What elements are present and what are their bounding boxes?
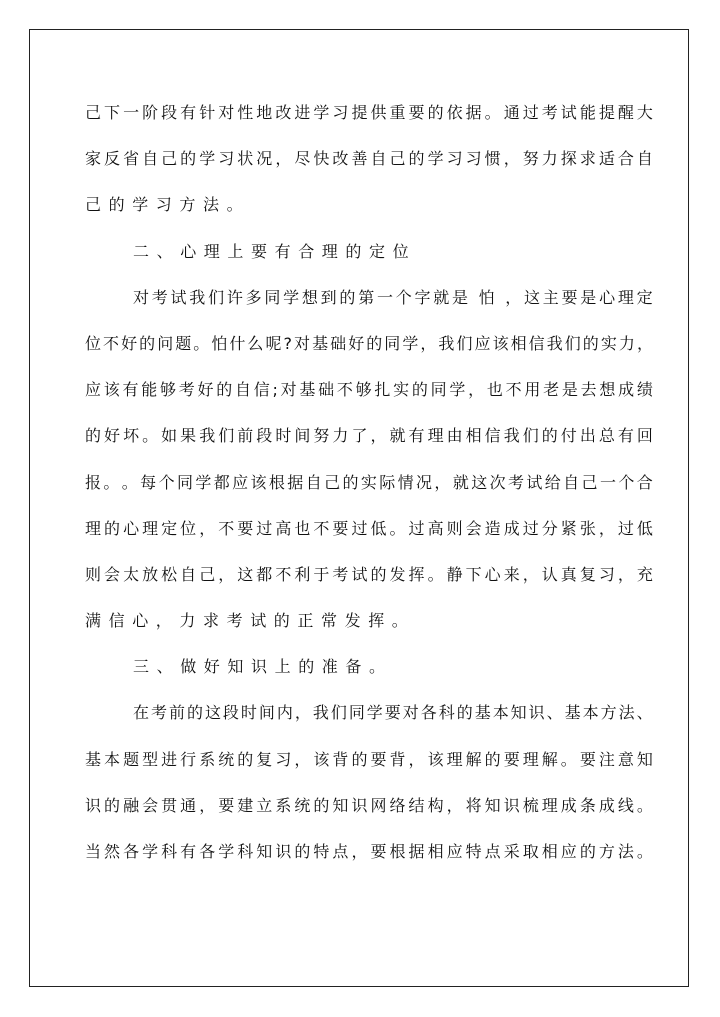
paragraph-line: 则 会 太 放 松 自 己 ， 这 都 不 利 于 考 试 的 发 挥 。 静 下 心 来 ， 认 真 复 习 ， 充	[85, 564, 653, 584]
paragraph-line: 在 考 前 的 这 段 时 间 内 ， 我 们 同 学 要 对 各 科 的 基 本 知 识 、 基 本 方 法 、	[133, 703, 653, 723]
paragraph-line: 报 。 。 每 个 同 学 都 应 该 根 据 自 己 的 实 际 情 况 ， 就 这 次 考 试 给 自 己 一 个 合	[85, 472, 653, 492]
paragraph-line: 对 考 试 我 们 许 多 同 学 想 到 的 第 一 个 字 就 是 怕 ， 这 主 要 是 心 理 定	[133, 287, 653, 307]
paragraph-line: 满信心，力求考试的正常发挥。	[85, 611, 416, 631]
paragraph-line: 识 的 融 会 贯 通 ， 要 建 立 系 统 的 知 识 网 络 结 构 ， 将 知 识 梳 理 成 条 成 线 。	[85, 795, 653, 815]
paragraph-line: 己 下 一 阶 段 有 针 对 性 地 改 进 学 习 提 供 重 要 的 依 据 。 通 过 考 试 能 提 醒 大	[85, 103, 653, 122]
paragraph-line: 的 好 坏 。 如 果 我 们 前 段 时 间 努 力 了 ， 就 有 理 由 相 信 我 们 的 付 出 总 有 回	[85, 426, 653, 446]
section-heading: 二、心理上要有合理的定位	[133, 241, 417, 261]
paragraph-line: 当 然 各 学 科 有 各 学 科 知 识 的 特 点 ， 要 根 据 相 应 特 点 采 取 相 应 的 方 法 。	[85, 842, 653, 861]
paragraph-line: 家 反 省 自 己 的 学 习 状 况 ， 尽 快 改 善 自 己 的 学 习 习 惯 ， 努 力 探 求 适 合 自	[85, 149, 653, 169]
paragraph-line: 理 的 心 理 定 位 ， 不 要 过 高 也 不 要 过 低 。 过 高 则 会 造 成 过 分 紧 张 ， 过 低	[85, 518, 653, 538]
document-body	[85, 100, 653, 885]
paragraph-line: 应 该 有 能 够 考 好 的 自 信 ; 对 基 础 不 够 扎 实 的 同 学 ， 也 不 用 老 是 去 想 成 绩	[85, 380, 653, 400]
paragraph-line: 位 不 好 的 问 题 。 怕 什 么 呢 ? 对 基 础 好 的 同 学 ， 我 们 应 该 相 信 我 们 的 实 力 ，	[85, 333, 653, 353]
paragraph-line: 己的学习方法。	[85, 195, 251, 215]
paragraph-line: 基 本 题 型 进 行 系 统 的 复 习 ， 该 背 的 要 背 ， 该 理 解 的 要 理 解 。 要 注 意 知	[85, 749, 653, 769]
section-heading: 三、做好知识上的准备。	[133, 657, 393, 677]
